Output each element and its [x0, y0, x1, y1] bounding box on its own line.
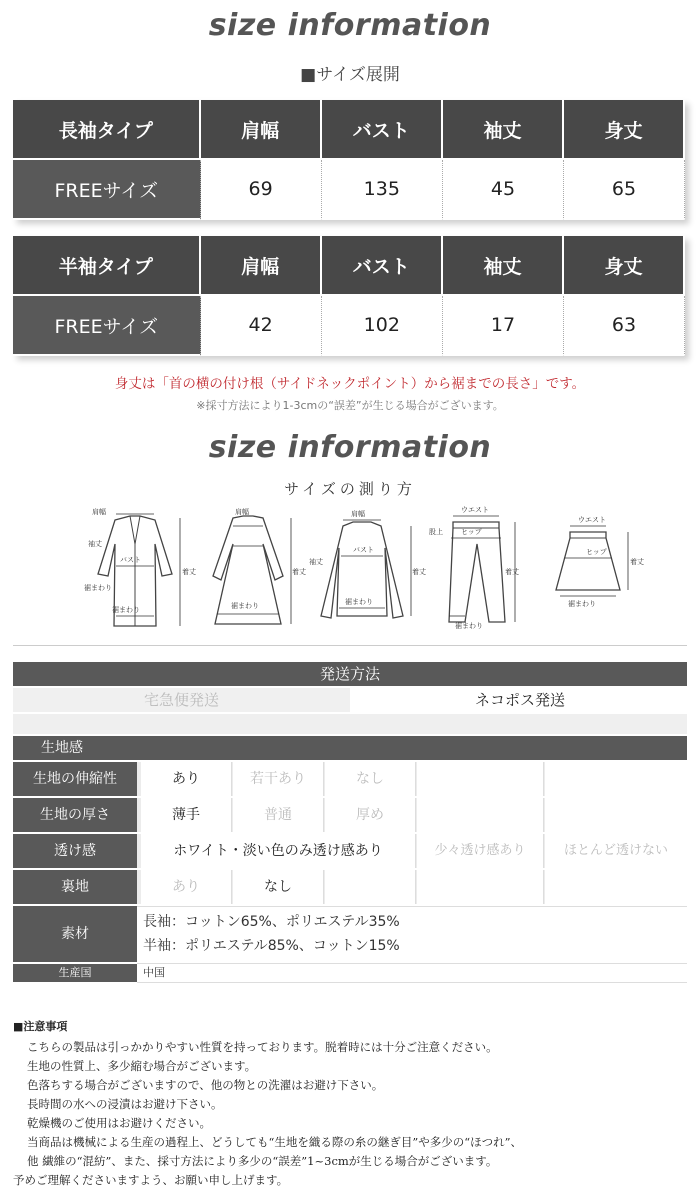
long-sleeve-size-table — [13, 100, 685, 220]
fabric-title: 生地感 — [13, 736, 687, 760]
shipping-option-takkyubin: 宅急便発送 — [13, 688, 350, 712]
table-header-cell: 肩幅 — [201, 236, 322, 296]
option-cell — [545, 870, 687, 904]
measurement-diagrams — [80, 504, 644, 634]
fabric-row-origin — [13, 964, 687, 982]
material-line: 長袖：コットン65%、ポリエステル35% — [143, 914, 400, 930]
bust-label: バスト — [120, 556, 141, 564]
waist-label: ウエスト — [461, 506, 489, 514]
sleeve-label: 袖丈 — [309, 558, 323, 566]
option-cell: 普通 — [233, 798, 324, 832]
note-line: 他 繊維の“混紡”、また、採寸方法により多少の“誤差”1~3cmが生じる場合がございます。 — [27, 1154, 498, 1168]
length-label: 着丈 — [292, 568, 306, 576]
option-cell: ほとんど透けない — [545, 834, 687, 868]
option-cell: 少々透け感あり — [417, 834, 544, 868]
table-header-cell: 半袖タイプ — [13, 236, 201, 296]
origin-value: 中国 — [143, 966, 165, 979]
coat-diagram — [80, 504, 196, 634]
section-divider — [13, 645, 687, 646]
waist-label: ウエスト — [578, 516, 606, 524]
shoulder-label: 肩幅 — [235, 508, 249, 516]
table-header-cell: バスト — [322, 236, 443, 296]
length-definition-note: 身丈は「首の横の付け根（サイドネックポイント）から裾までの長さ」です。 — [114, 376, 586, 392]
option-cell: あり — [141, 762, 232, 796]
shipping-method-title: 発送方法 — [13, 662, 687, 686]
table-header-row — [13, 100, 685, 160]
note-line: こちらの製品は引っかかりやすい性質を持っております。脱着時には十分ご注意ください。 — [27, 1040, 498, 1054]
table-header-cell: 長袖タイプ — [13, 100, 201, 160]
hip-label: ヒップ — [586, 548, 607, 556]
cuff-label: 裾まわり — [84, 584, 112, 592]
option-cell: ホワイト・淡い色のみ透け感あり — [141, 834, 416, 868]
fabric-row-thickness — [13, 798, 687, 834]
table-cell: 65 — [564, 160, 685, 220]
row-label: 生地の厚さ — [13, 798, 137, 832]
hip-label: ヒップ — [461, 528, 482, 536]
notes-title: ■注意事項 — [13, 1020, 68, 1033]
option-cell — [417, 870, 544, 904]
table-header-cell: 袖丈 — [443, 236, 564, 296]
table-header-cell: バスト — [322, 100, 443, 160]
option-cell: 若干あり — [233, 762, 324, 796]
table-header-cell: 袖丈 — [443, 100, 564, 160]
option-cell — [417, 798, 544, 832]
short-sleeve-size-table — [13, 236, 685, 356]
size-label-cell: FREEサイズ — [13, 160, 201, 220]
skirt-diagram — [530, 504, 644, 634]
option-cell: あり — [141, 870, 232, 904]
material-line: 半袖：ポリエステル85%、コットン15% — [143, 938, 400, 954]
hem-label: 裾まわり — [231, 602, 259, 610]
table-cell: 135 — [322, 160, 443, 220]
spacer — [13, 714, 687, 734]
top-diagram — [305, 504, 426, 634]
option-cell: なし — [233, 870, 324, 904]
table-row — [13, 296, 685, 356]
table-cell: 63 — [564, 296, 685, 356]
hem-label: 裾まわり — [345, 598, 373, 606]
table-header-cell: 肩幅 — [201, 100, 322, 160]
shoulder-label: 肩幅 — [92, 508, 106, 516]
option-cell — [417, 762, 544, 796]
how-to-measure-subtitle: サイズの測り方 — [284, 480, 416, 498]
row-label: 素材 — [13, 906, 137, 962]
note-line: 色落ちする場合がございますので、他の物との洗濯はお避け下さい。 — [27, 1078, 384, 1092]
row-label: 生産国 — [13, 964, 137, 982]
length-label: 着丈 — [630, 558, 644, 566]
measurement-error-note: ※採寸方法により1-3cmの“誤差”が生じる場合がございます。 — [196, 399, 504, 412]
row-label: 生地の伸縮性 — [13, 762, 137, 796]
size-range-subtitle: ■サイズ展開 — [300, 65, 400, 85]
option-cell: なし — [325, 762, 416, 796]
table-header-cell: 身丈 — [564, 100, 685, 160]
size-label-cell: FREEサイズ — [13, 296, 201, 356]
dress-diagram — [195, 504, 306, 634]
shipping-options-row — [13, 688, 687, 712]
rise-label: 股上 — [429, 528, 443, 536]
option-cell — [545, 762, 687, 796]
table-cell: 42 — [201, 296, 322, 356]
fabric-row-sheerness — [13, 834, 687, 870]
note-line: 生地の性質上、多少縮む場合がございます。 — [27, 1059, 257, 1073]
table-header-cell: 身丈 — [564, 236, 685, 296]
sleeve-label: 袖丈 — [88, 540, 102, 548]
table-row — [13, 160, 685, 220]
fabric-row-material — [13, 906, 687, 964]
bust-label: バスト — [353, 546, 374, 554]
option-cell — [325, 870, 416, 904]
fabric-row-stretch — [13, 762, 687, 798]
note-line: 長時間の水への浸漬はお避け下さい。 — [27, 1097, 223, 1111]
size-information-heading-2: size information — [208, 430, 492, 465]
shoulder-label: 肩幅 — [351, 510, 365, 518]
row-label: 透け感 — [13, 834, 137, 868]
row-label: 裏地 — [13, 870, 137, 904]
option-cell — [545, 798, 687, 832]
option-cell: 厚め — [325, 798, 416, 832]
size-information-heading: size information — [208, 8, 492, 43]
length-label: 着丈 — [412, 568, 426, 576]
material-text — [143, 910, 400, 958]
note-line: 予めご理解くださいますよう、お願い申し上げます。 — [13, 1173, 289, 1187]
fabric-details-table — [13, 736, 687, 982]
table-cell: 102 — [322, 296, 443, 356]
table-header-row — [13, 236, 685, 296]
care-notes — [13, 1018, 687, 1190]
shipping-option-nekopos: ネコポス発送 — [353, 688, 687, 712]
option-cell: 薄手 — [141, 798, 232, 832]
length-label: 着丈 — [505, 568, 519, 576]
row-background — [137, 964, 687, 983]
hem-label: 裾まわり — [112, 606, 140, 614]
hem-label: 裾まわり — [455, 622, 483, 630]
fabric-row-lining — [13, 870, 687, 906]
note-line: 当商品は機械による生産の過程上、どうしても“生地を織る際の糸の継ぎ目”や多少の“ほつれ”、 — [27, 1135, 523, 1149]
table-cell: 17 — [443, 296, 564, 356]
table-cell: 69 — [201, 160, 322, 220]
pants-diagram — [425, 504, 525, 634]
table-cell: 45 — [443, 160, 564, 220]
length-label: 着丈 — [182, 568, 196, 576]
note-line: 乾燥機のご使用はお避けください。 — [27, 1116, 211, 1130]
hem-label: 裾まわり — [568, 600, 596, 608]
